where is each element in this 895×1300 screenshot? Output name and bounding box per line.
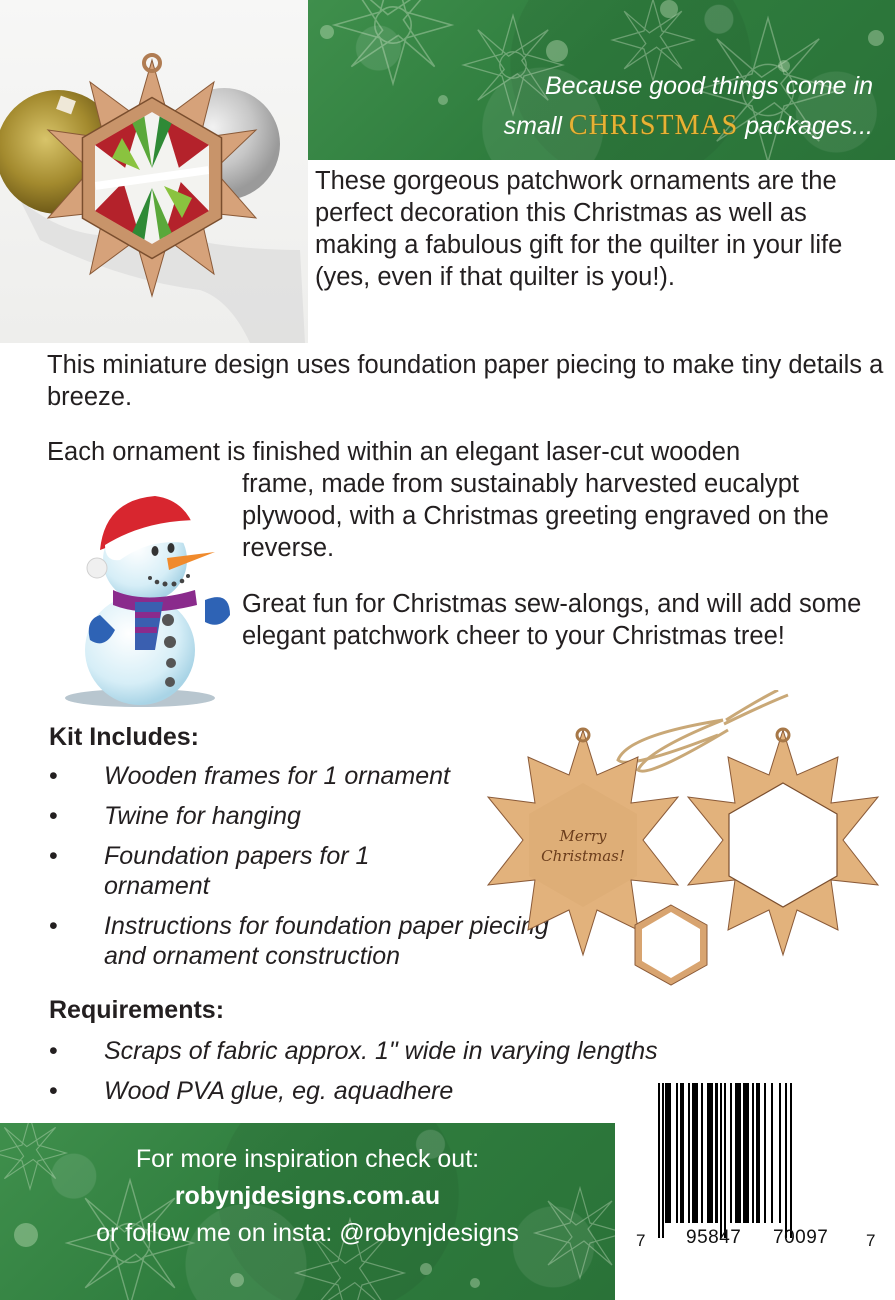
list-item: • Wooden frames for 1 ornament bbox=[49, 762, 450, 790]
snowman-icon bbox=[45, 490, 235, 710]
tagline-line2: small CHRISTMAS packages... bbox=[503, 110, 873, 141]
list-item: • Twine for hanging bbox=[49, 802, 301, 830]
list-item: • Wood PVA glue, eg. aquadhere bbox=[49, 1077, 454, 1105]
sew-along-paragraph: Great fun for Christmas sew-alongs, and will add some elegant patchwork cheer to your Christmas tree! bbox=[242, 590, 862, 650]
header-banner bbox=[308, 0, 895, 160]
ornament-illustration bbox=[0, 0, 308, 343]
barcode-group1: 95847 bbox=[686, 1227, 742, 1248]
svg-text:Christmas!: Christmas! bbox=[541, 847, 625, 865]
website-link[interactable]: robynjdesigns.com.au bbox=[174, 1182, 441, 1210]
ornament-photo bbox=[0, 0, 308, 343]
list-item: • Scraps of fabric approx. 1" wide in varying lengths bbox=[49, 1037, 658, 1065]
instagram-line: or follow me on insta: @robynjdesigns bbox=[96, 1219, 519, 1247]
frame-paragraph-rest: frame, made from sustainably harvested eucalypt plywood, with a Christmas greeting engraved on the reverse. bbox=[242, 470, 829, 562]
kit-contents-photo bbox=[478, 690, 895, 990]
barcode-group2: 70097 bbox=[773, 1227, 829, 1248]
tagline bbox=[504, 66, 873, 146]
snowman-illustration bbox=[45, 490, 235, 710]
list-item: • Instructions for foundation paper piecing and ornament construction bbox=[49, 912, 549, 970]
twine-icon bbox=[618, 690, 788, 771]
footer-text bbox=[0, 1141, 615, 1252]
list-item: • Foundation papers for 1 ornament bbox=[49, 842, 370, 900]
kit-includes-heading: Kit Includes: bbox=[49, 723, 200, 751]
intro-paragraph: These gorgeous patchwork ornaments are the perfect decoration this Christmas as well as making a fabulous gift for the quilter in your life (yes, even if that quilter is you!). bbox=[315, 167, 843, 291]
requirements-heading: Requirements: bbox=[49, 996, 225, 1024]
footer-line1: For more inspiration check out: bbox=[135, 1145, 480, 1173]
barcode bbox=[636, 1083, 881, 1263]
svg-text:Merry: Merry bbox=[559, 827, 607, 845]
christmas-word: CHRISTMAS bbox=[568, 110, 739, 141]
snowflake-icon bbox=[328, 0, 458, 90]
miniature-paragraph: This miniature design uses foundation paper piecing to make tiny details a breeze. bbox=[47, 351, 884, 411]
barcode-digit-right: 7 bbox=[866, 1231, 876, 1250]
wooden-frames-illustration bbox=[478, 690, 895, 990]
barcode-bars bbox=[658, 1083, 873, 1238]
tagline-line1: Because good things come in bbox=[545, 72, 873, 100]
frame-paragraph-line1: Each ornament is finished within an elegant laser-cut wooden bbox=[47, 438, 741, 466]
barcode-digit-left: 7 bbox=[636, 1231, 646, 1250]
footer-banner bbox=[0, 1123, 615, 1300]
